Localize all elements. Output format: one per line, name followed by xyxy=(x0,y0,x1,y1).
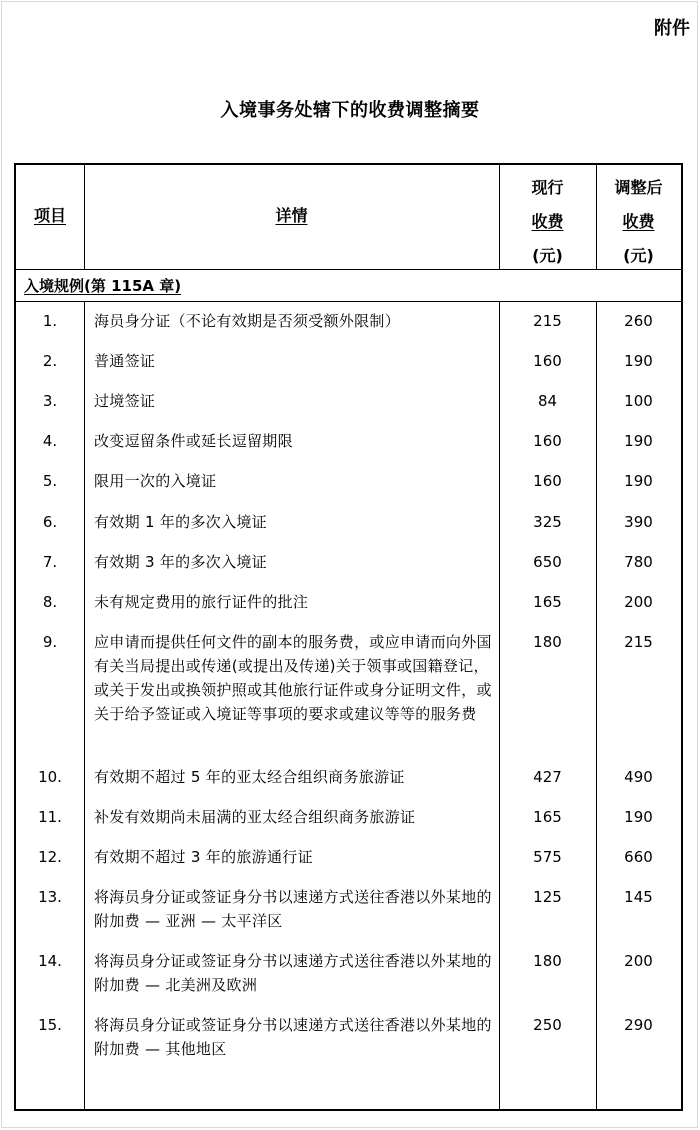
row-detail: 有效期不超过 5 年的亚太经合组织商务旅游证 xyxy=(94,768,405,786)
fee-table xyxy=(14,163,683,1111)
section-divider xyxy=(16,301,681,302)
row-current-fee: 160 xyxy=(533,352,562,370)
row-number: 15. xyxy=(38,1016,62,1034)
header-new-fee-line-1: 调整后 xyxy=(614,178,663,197)
header-new-fee xyxy=(596,171,681,273)
row-number: 13. xyxy=(38,888,62,906)
attachment-label: 附件 xyxy=(654,18,690,39)
row-new-fee: 290 xyxy=(624,1016,653,1034)
row-current-fee: 165 xyxy=(533,593,562,611)
row-current-fee: 215 xyxy=(533,312,562,330)
row-detail: 过境签证 xyxy=(94,392,156,410)
row-detail: 普通签证 xyxy=(94,352,156,370)
row-current-fee: 427 xyxy=(533,768,562,786)
row-new-fee: 145 xyxy=(624,888,653,906)
row-new-fee: 660 xyxy=(624,848,653,866)
column-divider-item xyxy=(84,165,85,1109)
row-new-fee: 190 xyxy=(624,352,653,370)
row-new-fee: 215 xyxy=(624,633,653,651)
row-number: 14. xyxy=(38,952,62,970)
row-detail: 有效期 1 年的多次入境证 xyxy=(94,513,267,531)
row-detail: 有效期 3 年的多次入境证 xyxy=(94,553,267,571)
row-new-fee: 190 xyxy=(624,472,653,490)
row-number: 7. xyxy=(42,553,58,571)
row-number: 9. xyxy=(42,633,58,651)
row-new-fee: 200 xyxy=(624,593,653,611)
row-number: 12. xyxy=(38,848,62,866)
row-current-fee: 160 xyxy=(533,472,562,490)
row-new-fee: 260 xyxy=(624,312,653,330)
row-number: 11. xyxy=(38,808,62,826)
header-current-fee-line-2: 收费 xyxy=(531,212,564,231)
row-current-fee: 180 xyxy=(533,633,562,651)
row-current-fee: 250 xyxy=(533,1016,562,1034)
row-detail: 限用一次的入境证 xyxy=(94,472,217,490)
row-current-fee: 165 xyxy=(533,808,562,826)
row-detail: 海员身分证（不论有效期是否须受额外限制） xyxy=(94,312,401,330)
row-detail: 将海员身分证或签证身分书以速递方式送往香港以外某地的附加费 — 北美洲及欧洲 xyxy=(94,952,492,994)
header-current-fee xyxy=(499,171,596,273)
row-current-fee: 575 xyxy=(533,848,562,866)
row-detail: 将海员身分证或签证身分书以速递方式送往香港以外某地的附加费 — 亚洲 — 太平洋区 xyxy=(94,888,492,930)
row-number: 3. xyxy=(42,392,58,410)
row-number: 5. xyxy=(42,472,58,490)
row-new-fee: 200 xyxy=(624,952,653,970)
row-current-fee: 650 xyxy=(533,553,562,571)
row-number: 8. xyxy=(42,593,58,611)
row-detail: 未有规定费用的旅行证件的批注 xyxy=(94,593,309,611)
header-current-fee-line-1: 现行 xyxy=(531,178,564,197)
row-current-fee: 84 xyxy=(537,392,558,410)
row-new-fee: 190 xyxy=(624,432,653,450)
row-current-fee: 180 xyxy=(533,952,562,970)
header-new-fee-line-2: 收费 xyxy=(622,212,655,231)
row-new-fee: 780 xyxy=(624,553,653,571)
header-current-fee-line-3: (元) xyxy=(532,246,563,265)
section-title: 入境规例(第 115A 章) xyxy=(24,277,182,295)
header-item: 项目 xyxy=(33,206,66,225)
row-detail: 应申请而提供任何文件的副本的服务费，或应申请而向外国有关当局提出或传递(或提出及传递)关于领事或国籍登记，或关于发出或换领护照或其他旅行证件或身分证明文件，或关于给予签证或入境证等事项的要求或建议等等的服务费 xyxy=(94,633,492,723)
row-current-fee: 325 xyxy=(533,513,562,531)
row-current-fee: 160 xyxy=(533,432,562,450)
row-number: 4. xyxy=(42,432,58,450)
row-new-fee: 490 xyxy=(624,768,653,786)
row-detail: 将海员身分证或签证身分书以速递方式送往香港以外某地的附加费 — 其他地区 xyxy=(94,1016,492,1058)
row-number: 10. xyxy=(38,768,62,786)
header-detail: 详情 xyxy=(275,206,308,225)
row-new-fee: 190 xyxy=(624,808,653,826)
row-new-fee: 390 xyxy=(624,513,653,531)
row-current-fee: 125 xyxy=(533,888,562,906)
row-number: 6. xyxy=(42,513,58,531)
row-detail: 有效期不超过 3 年的旅游通行证 xyxy=(94,848,313,866)
row-number: 1. xyxy=(42,312,58,330)
row-new-fee: 100 xyxy=(624,392,653,410)
header-new-fee-line-3: (元) xyxy=(623,246,654,265)
row-number: 2. xyxy=(42,352,58,370)
document-title: 入境事务处辖下的收费调整摘要 xyxy=(220,100,480,121)
row-detail: 补发有效期尚未届满的亚太经合组织商务旅游证 xyxy=(94,808,416,826)
row-detail: 改变逗留条件或延长逗留期限 xyxy=(94,432,293,450)
